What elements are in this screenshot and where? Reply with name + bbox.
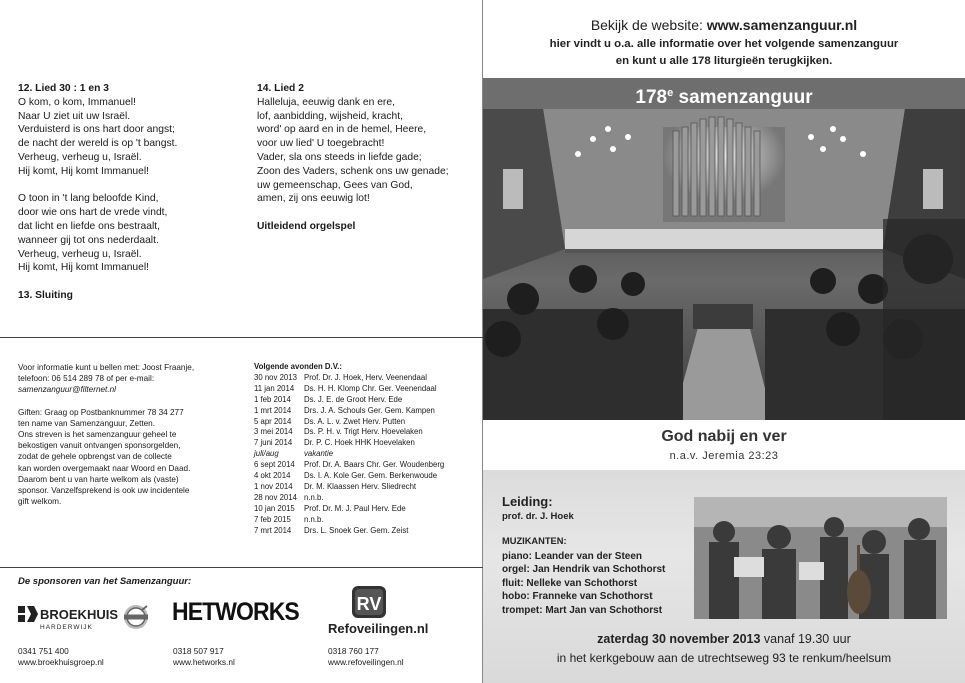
website-url[interactable]: www.samenzanguur.nl [706,17,858,33]
schedule-speaker: Dr. M. Klaassen Herv. Sliedrecht [304,481,417,491]
schedule-speaker: Dr. P. C. Hoek HHK Hoevelaken [304,438,415,448]
website-prefix: Bekijk de website: [590,17,707,33]
schedule-date: 1 nov 2014 [254,481,293,491]
edition-text: samenzanguur [673,87,813,108]
musician: trompet: Mart Jan van Schothorst [502,604,663,616]
mission-line: Daarom bent u van harte welkom als (vaste) [18,474,179,484]
event-venue: in het kerkgebouw aan de utrechtseweg 93 te renkum/heelsum [556,651,892,665]
schedule-row [254,395,479,406]
gift-text [18,407,243,508]
verse-line: voor uw lied' U toegebracht! [257,138,385,150]
verse-line: Verheug, verheug u, Israël. [18,248,142,260]
schedule-date: 7 juni 2014 [254,438,293,448]
schedule-row [254,526,479,537]
hymn-12-verse-2 [18,192,248,275]
schedule-title: Volgende avonden D.V.: [254,362,342,371]
mission-line: sponsor. Vanzelfsprekend is ook uw incidentele [18,486,190,496]
musician: fluit: Nelleke van Schothorst [502,577,638,589]
musician: hobo: Franneke van Schothorst [502,591,653,603]
schedule-row [254,373,479,384]
leider-name: prof. dr. J. Hoek [502,511,574,522]
schedule-date: 6 sept 2014 [254,460,295,470]
hymn-12-title: 12. Lied 30 : 1 en 3 [18,83,109,94]
verse-line: Verduisterd is ons hart door angst; [18,124,175,136]
mission-line: bekostigen vanuit ontvangen sponsorgelden, [18,441,181,451]
refo-contact [328,646,404,668]
verse-line: door wie ons hart de vrede vindt, [18,207,168,219]
schedule-speaker: Ds. P. H. v. Trigt Herv. Hoevelaken [304,427,423,437]
contact-info [18,362,243,507]
verse-line: Hij komt, Hij komt Immanuel! [18,262,150,274]
schedule-row [254,438,479,449]
sponsor-title: De sponsoren van het Samenzanguur: [18,576,192,587]
website-line [483,17,965,33]
broekhuis-contact [18,646,104,668]
verse-line: Halleluja, eeuwig dank en ere, [257,96,395,108]
edition-number: 178 [635,87,668,108]
leiding-label: Leiding: [502,494,553,509]
refo-name: Refoveilingen.nl [328,621,429,636]
gift-line: Giften: Graag op Postbanknummer 78 34 277 [18,407,184,417]
refo-url[interactable]: www.refoveilingen.nl [328,657,404,667]
verse-line: uw gemeenschap, Gees van God, [257,179,413,191]
schedule-date: 1 mrt 2014 [254,405,292,415]
schedule-rows [254,373,479,537]
verse-line: O toon in 't lang beloofde Kind, [18,193,159,205]
schedule-speaker: Drs. L. Snoek Ger. Gem. Zeist [304,525,409,535]
hetworks-logo: HETWORKS [172,598,299,626]
musician: piano: Leander van der Steen [502,551,643,562]
schedule-date: 30 nov 2013 [254,372,297,382]
mission-line: Ons streven is het samenzanguur geheel te [18,430,177,440]
broekhuis-sub: HARDERWIJK [40,624,93,631]
schedule-speaker: n.n.b. [304,492,324,502]
verse-line: dat licht en liefde ons bestraalt, [18,220,160,232]
schedule-row [254,504,479,515]
event-date-line [483,632,965,646]
schedule-speaker: Ds. A. L. v. Zwet Herv. Putten [304,416,406,426]
schedule-speaker: Ds. I. A. Kole Ger. Gem. Berkenwoude [304,471,438,481]
mission-line: zodat de gehele opbrengst van de collecte [18,452,172,462]
contact-line: telefoon: 06 514 289 78 of per e-mail: [18,374,155,384]
verse-line: O kom, o kom, Immanuel! [18,96,136,108]
schedule-speaker: vakantie [304,449,334,459]
contact-line: Voor informatie kunt u bellen met: Joost Fraanje, [18,363,195,372]
verse-line: lof, aanbidding, wijsheid, kracht, [257,110,403,122]
musicians-photo [694,497,947,619]
verse-line: Vader, sla ons steeds in liefde gade; [257,151,422,163]
verse-line: Zoon des Vaders, schenk ons uw genade; [257,165,449,177]
verse-line: Naar U ziet uit uw Israël. [18,110,131,122]
schedule-speaker: Prof. Dr. J. Hoek, Herv. Veenendaal [304,372,427,382]
broekhuis-url[interactable]: www.broekhuisgroep.nl [18,657,104,667]
event-date: zaterdag 30 november 2013 [597,632,761,646]
schedule-row [254,515,479,526]
schedule-date: juli/aug [254,449,279,459]
schedule-speaker: n.n.b. [304,514,324,524]
schedule-speaker: Ds. J. E. de Groot Herv. Ede [304,394,403,404]
broekhuis-name: BROEKHUIS [40,607,119,622]
verse-line: Verheug, verheug u, Israël. [18,151,142,163]
broekhuis-phone: 0341 751 400 [18,646,69,656]
verse-line: amen, zij ons eeuwig lot! [257,193,370,205]
church-interior-photo [483,109,965,420]
schedule-row [254,384,479,395]
musicians-list [502,550,665,617]
theme-title: God nabij en ver [661,428,787,445]
organ-heading: Uitleidend orgelspel [257,220,356,232]
theme-subtitle: n.a.v. Jeremia 23:23 [669,450,779,462]
schedule-date: 7 feb 2015 [254,514,291,524]
edition-banner [483,78,965,109]
schedule-speaker: Prof. Dr. A. Baars Chr. Ger. Woudenberg [304,460,445,470]
schedule-date: 11 jan 2014 [254,383,295,393]
hymn-column-right [257,82,479,234]
verse-line: wanneer gij tot ons nederdaalt. [18,234,159,246]
hymn-12-verse-1 [18,96,248,179]
event-time: vanaf 19.30 uur [760,632,851,646]
hymn-column-left [18,82,248,303]
schedule-row [254,460,479,471]
schedule [254,362,479,537]
broekhuis-logo [18,597,153,637]
schedule-date: 10 jan 2015 [254,503,295,513]
schedule-date: 1 feb 2014 [254,394,291,404]
schedule-date: 5 apr 2014 [254,416,292,426]
musicians-label: MUZIKANTEN: [502,536,567,546]
verse-line: de nacht der wereld is op 't bangst. [18,138,178,150]
verse-line: Hij komt, Hij komt Immanuel! [18,165,150,177]
mission-line: gift welkom. [18,497,62,507]
refoveilingen-logo [328,586,438,638]
schedule-date: 7 mrt 2014 [254,525,292,535]
contact-text [18,362,243,396]
schedule-row [254,482,479,493]
edition-sup: e [667,87,674,99]
schedule-speaker: Drs. J. A. Schouls Ger. Gem. Kampen [304,405,435,415]
schedule-speaker: Prof. Dr. M. J. Paul Herv. Ede [304,503,406,513]
sponsor-section [0,568,483,683]
hymns-section [0,0,483,338]
schedule-date: 3 mei 2014 [254,427,293,437]
schedule-row [254,417,479,428]
hetworks-phone: 0318 507 917 [173,646,224,656]
info-section [0,338,483,568]
event-box [483,470,965,683]
musician: orgel: Jan Hendrik van Schothorst [502,564,666,576]
schedule-row [254,471,479,482]
schedule-row [254,449,479,460]
refo-badge: RV [356,594,382,614]
schedule-row [254,427,479,438]
schedule-speaker: Ds. H. H. Klomp Chr. Ger. Veenendaal [304,383,437,393]
hetworks-url[interactable]: www.hetworks.nl [173,657,235,667]
schedule-date: 28 nov 2014 [254,492,297,502]
schedule-row [254,406,479,417]
schedule-row [254,493,479,504]
refo-phone: 0318 760 177 [328,646,379,656]
gift-line: ten name van Samenzanguur, Zetten. [18,418,156,428]
verse-line: word' op aard en in de hemel, Heere, [257,124,427,136]
hetworks-contact [173,646,235,668]
hymn-14-title: 14. Lied 2 [257,83,304,94]
mission-line: kan worden overgemaakt naar Woord en Daad. [18,463,191,473]
website-info-line-2: en kunt u alle 178 liturgieën terugkijken. [615,55,833,67]
schedule-date: 4 okt 2014 [254,471,291,481]
website-info-line-1: hier vindt u o.a. alle informatie over het volgende samenzanguur [549,38,899,50]
contact-email[interactable]: samenzanguur@filternet.nl [18,385,116,395]
closing-heading: 13. Sluiting [18,289,73,301]
